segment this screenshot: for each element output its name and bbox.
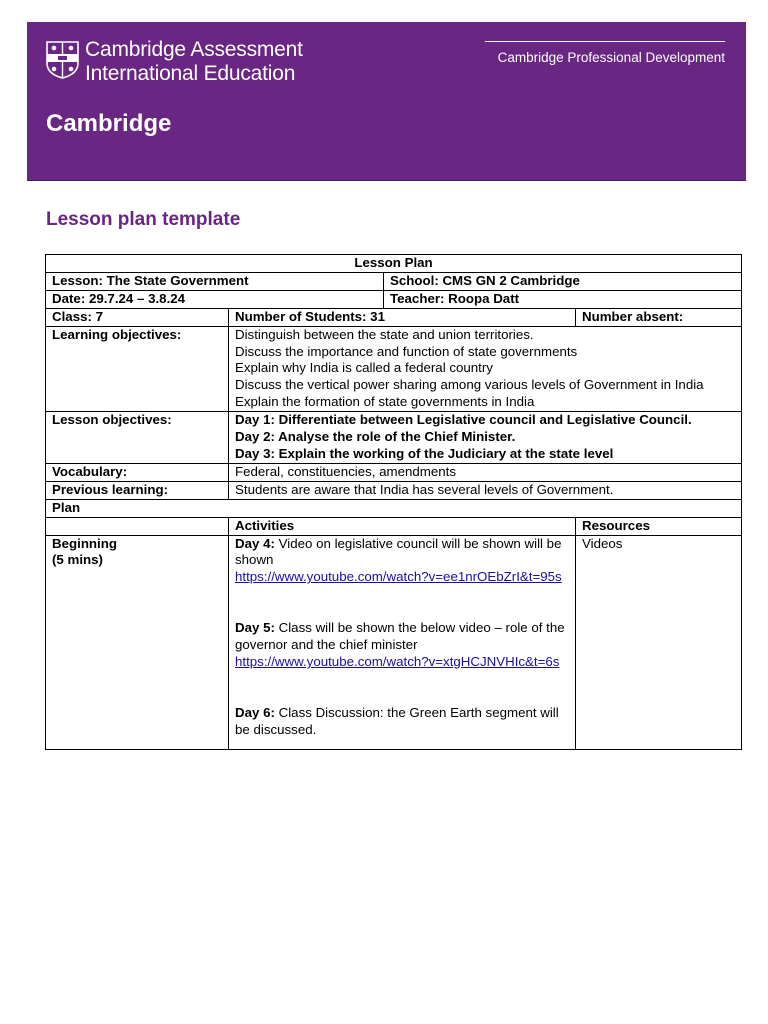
spacer — [235, 739, 569, 749]
table-row — [46, 412, 742, 464]
day4-video-link[interactable]: https://www.youtube.com/watch?v=ee1nrOEbZrI&t=95s — [235, 569, 562, 585]
spacer — [235, 586, 569, 620]
beginning-cell — [46, 535, 229, 749]
day4-activity — [235, 536, 569, 570]
table-row — [46, 481, 742, 499]
day6-text: Class Discussion: the Green Earth segment will be discussed. — [235, 704, 559, 737]
resources-cell: Videos — [576, 535, 742, 749]
header-rule — [485, 41, 725, 42]
previous-learning-cell: Students are aware that India has several levels of Government. — [229, 481, 742, 499]
day4-text: Video on legislative council will be shown will be shown — [235, 535, 562, 568]
vocabulary-cell: Federal, constituencies, amendments — [229, 463, 742, 481]
table-row — [46, 517, 742, 535]
lesson-cell: Lesson: The State Government — [46, 272, 384, 290]
students-cell: Number of Students: 31 — [229, 308, 576, 326]
class-cell: Class: 7 — [46, 308, 229, 326]
table-row — [46, 463, 742, 481]
previous-learning-label: Previous learning: — [46, 481, 229, 499]
learning-objectives-cell — [229, 326, 742, 412]
day5-label: Day 5: — [235, 620, 275, 636]
table-row — [46, 326, 742, 412]
school-cell: School: CMS GN 2 Cambridge — [384, 272, 742, 290]
table-row — [46, 272, 742, 290]
day4-label: Day 4: — [235, 535, 275, 551]
day6-activity — [235, 705, 569, 739]
spacer — [235, 671, 569, 705]
list-item: Discuss the importance and function of state governments — [235, 343, 578, 359]
activities-header: Activities — [229, 517, 576, 535]
org-line-2: International Education — [85, 62, 296, 85]
table-row — [46, 535, 742, 749]
header-banner — [27, 22, 746, 181]
list-item: Explain why India is called a federal country — [235, 360, 493, 376]
table-row — [46, 255, 742, 273]
cambridge-shield-icon — [46, 41, 79, 79]
plan-label: Plan — [46, 499, 742, 517]
list-item: Day 2: Analyse the role of the Chief Minister. — [235, 429, 516, 445]
list-item: Distinguish between the state and union territories. — [235, 326, 534, 342]
lesson-objectives-label: Lesson objectives: — [46, 412, 229, 464]
org-line-1: Cambridge Assessment — [85, 38, 303, 61]
day5-text: Class will be shown the below video – role of the governor and the chief minister — [235, 620, 565, 653]
day5-activity — [235, 620, 569, 654]
lesson-objectives-cell — [229, 412, 742, 464]
learning-objectives-label: Learning objectives: — [46, 326, 229, 412]
beginning-label: Beginning — [52, 535, 117, 551]
table-heading: Lesson Plan — [46, 255, 742, 273]
document-title: Lesson plan template — [46, 209, 241, 230]
brand-title: Cambridge — [46, 110, 172, 137]
list-item: Discuss the vertical power sharing among various levels of Government in India — [235, 377, 704, 393]
header-right-text: Cambridge Professional Development — [497, 50, 725, 65]
list-item: Explain the formation of state governments in India — [235, 394, 535, 410]
teacher-cell: Teacher: Roopa Datt — [384, 290, 742, 308]
vocabulary-label: Vocabulary: — [46, 463, 229, 481]
list-item: Day 1: Differentiate between Legislative council and Legislative Council. — [235, 412, 692, 428]
table-row — [46, 499, 742, 517]
table-row — [46, 308, 742, 326]
beginning-time: (5 mins) — [52, 552, 103, 568]
table-row — [46, 290, 742, 308]
activities-cell — [229, 535, 576, 749]
date-cell: Date: 29.7.24 – 3.8.24 — [46, 290, 384, 308]
absent-cell: Number absent: — [576, 308, 742, 326]
list-item: Day 3: Explain the working of the Judiciary at the state level — [235, 445, 614, 461]
lesson-plan-table — [45, 254, 742, 750]
resources-header: Resources — [576, 517, 742, 535]
organization-name — [85, 38, 303, 86]
day5-video-link[interactable]: https://www.youtube.com/watch?v=xtgHCJNVHIc&t=6s — [235, 654, 560, 670]
empty-cell — [46, 517, 229, 535]
day6-label: Day 6: — [235, 704, 275, 720]
